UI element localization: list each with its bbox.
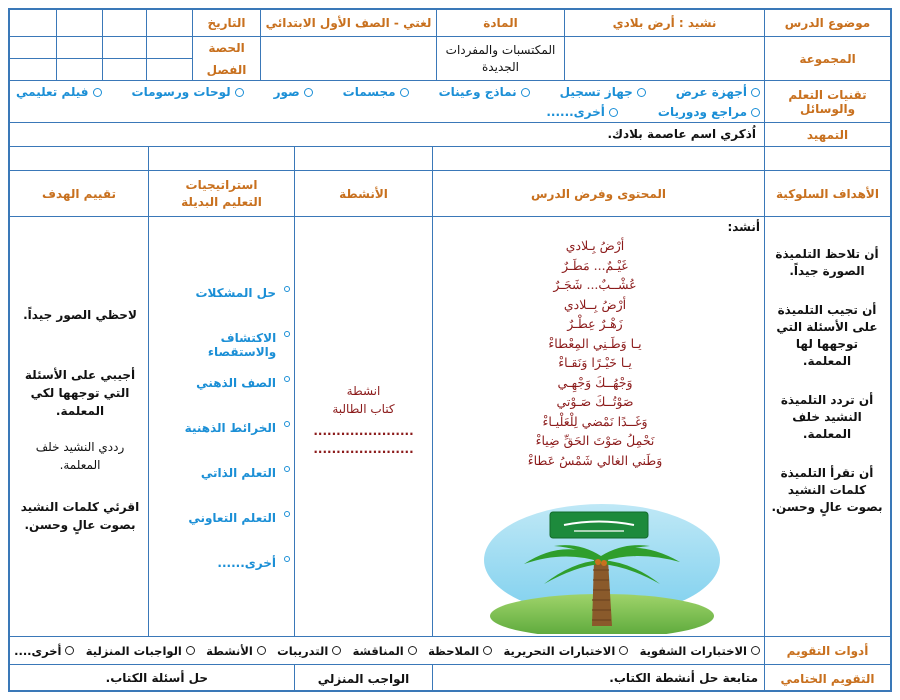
tool-oral-tests[interactable]: الاختبارات الشفوية [640, 644, 760, 658]
radio-icon [637, 88, 646, 97]
option-other[interactable]: أخرى...... [546, 103, 618, 121]
tool-homework[interactable]: الواجبات المنزلية [86, 644, 195, 658]
class-label: الفصل [206, 62, 247, 77]
radio-icon [284, 511, 290, 517]
poem-line: عُشْــبٌ... شَجَـرٌ [553, 277, 637, 292]
techniques-label: تقنيات التعلم والوسائل [788, 87, 867, 116]
objective-item: أن تجيب التلميذة على الأسئلة التي توجهها لها المعلمة. [776, 303, 878, 368]
radio-icon [284, 421, 290, 427]
poem-line: غَيْـمٌ... مَطَـرٌ [562, 257, 628, 273]
assessment-item: لاحظي الصور جيداً. [23, 308, 137, 322]
tools-options [14, 637, 760, 664]
assessment-item: رددي النشيد خلف المعلمة. [35, 440, 125, 472]
poem-line: وَجْهُــكَ وَجْهِـي [557, 374, 633, 390]
tools-label: أدوات التقويم [786, 643, 869, 658]
activities-dots-2: ...................... [313, 442, 414, 456]
radio-icon [93, 88, 102, 97]
radio-icon [284, 466, 290, 472]
poem-line: وَغَــدًا نَمْضي لِلْعَلْيـاءْ [542, 413, 648, 429]
vocab-label: المكتسبات والمفردات الجديدة [445, 42, 556, 74]
strategy-item[interactable]: الخرائط الذهنية [155, 421, 290, 466]
activities-block [295, 382, 432, 456]
option-film[interactable]: فيلم تعليمي [16, 83, 102, 101]
tool-observation[interactable]: الملاحظة [428, 644, 492, 658]
radio-icon [751, 88, 760, 97]
homework-value: حل أسئلة الكتاب. [105, 671, 208, 685]
poem-line: يـا خَيْـرًا وَنَقـاءْ [558, 355, 632, 370]
strategies-list [155, 286, 290, 576]
poem-line: صَوْتُــكَ صَـوْتي [556, 394, 634, 409]
poem-line: أرْضُ بِــلادي [563, 296, 627, 312]
col-strategies: استراتيجيات التعليم البديلة [181, 177, 262, 209]
radio-icon [284, 331, 290, 337]
topic-value: نشيد : أرض بلادي [612, 16, 717, 30]
activities-dots-1: ...................... [313, 424, 414, 438]
activities-title-2: كتاب الطالبة [332, 402, 395, 416]
radio-icon [400, 88, 409, 97]
radio-icon [751, 646, 760, 655]
radio-icon [257, 646, 266, 655]
objective-item: أن تقرأ التلميذة كلمات النشيد بصوت عالٍ وحسن. [771, 466, 883, 514]
radio-icon [65, 646, 74, 655]
date-label: التاريخ [207, 16, 246, 30]
period-label: الحصة [208, 40, 245, 55]
strategy-item[interactable]: الاكتشاف والاستقصاء [155, 331, 290, 376]
content-intro-word: أنشد: [727, 220, 760, 234]
tool-written-tests[interactable]: الاختبارات التحريرية [504, 644, 629, 658]
option-models[interactable]: نماذج وعينات [439, 83, 530, 101]
homework-label: الواجب المنزلي [317, 671, 410, 686]
col-objectives: الأهداف السلوكية [776, 186, 879, 201]
radio-icon [609, 108, 618, 117]
assessment-item: اقرئي كلمات النشيد بصوت عالٍ وحسن. [20, 500, 140, 532]
intro-text: اُذكري اسم عاصمة بلادك. [607, 127, 756, 141]
radio-icon [284, 556, 290, 562]
techniques-options-row2 [440, 103, 760, 121]
subject-label: المادة [483, 16, 518, 30]
col-content: المحتوى وفرض الدرس [530, 186, 667, 201]
tool-discussion[interactable]: المناقشة [353, 644, 417, 658]
option-recorder[interactable]: جهاز تسجيل [560, 83, 646, 101]
radio-icon [483, 646, 492, 655]
intro-label: التمهيد [806, 127, 849, 142]
tool-exercises[interactable]: التدريبات [277, 644, 341, 658]
activities-title-1: انشطة [346, 384, 381, 398]
poem-line: نَحْمِلُ صَوْتَ الحَقِّ ضِياءْ [535, 433, 655, 448]
strategy-item[interactable]: الصف الذهني [155, 376, 290, 421]
objective-item: أن تردد التلميذة النشيد خلف المعلمة. [780, 393, 874, 441]
option-pictures[interactable]: صور [274, 83, 313, 101]
group-label: المجموعة [799, 51, 856, 66]
col-activities: الأنشطة [339, 186, 388, 201]
assessment-list [16, 306, 144, 534]
poem-line: زَهْـرٌ عِطْـرٌ [567, 316, 623, 331]
techniques-options-row1 [16, 83, 760, 101]
option-boards[interactable]: لوحات ورسومات [132, 83, 244, 101]
radio-icon [408, 646, 417, 655]
palm-tree-illustration [484, 498, 720, 634]
col-assessment: تقييم الهدف [42, 186, 116, 201]
assessment-item: أجيبي على الأسئلة التي توجهها لكي المعلمة. [24, 368, 136, 418]
option-3d-models[interactable]: مجسمات [343, 83, 409, 101]
radio-icon [284, 286, 290, 292]
poem-line: أرْضُ بِـلادي [565, 238, 625, 253]
final-value: متابعة حل أنشطة الكتاب. [609, 671, 758, 685]
strategy-item[interactable]: أخرى...... [155, 556, 290, 576]
radio-icon [521, 88, 530, 97]
option-projectors[interactable]: أجهزة عرض [676, 83, 760, 101]
radio-icon [751, 108, 760, 117]
objective-item: أن تلاحظ التلميذة الصورة جيداً. [775, 247, 879, 278]
tool-activities[interactable]: الأنشطة [206, 644, 266, 658]
poem [510, 236, 680, 470]
strategy-item[interactable]: التعلم التعاوني [155, 511, 290, 556]
option-references[interactable]: مراجع ودوريات [658, 103, 760, 121]
final-label: التقويم الختامي [780, 671, 875, 686]
strategy-item[interactable]: التعلم الذاتي [155, 466, 290, 511]
radio-icon [304, 88, 313, 97]
radio-icon [186, 646, 195, 655]
radio-icon [619, 646, 628, 655]
objectives-list [770, 246, 884, 516]
lesson-plan-table [8, 8, 892, 692]
subject-value: لغتي - الصف الأول الابتدائي [265, 16, 432, 30]
radio-icon [332, 646, 341, 655]
radio-icon [284, 376, 290, 382]
topic-label: موضوع الدرس [784, 16, 871, 30]
radio-icon [235, 88, 244, 97]
strategy-item[interactable]: حل المشكلات [155, 286, 290, 331]
poem-line: وَطَني الغالي شَمْسُ عَطاءْ [527, 452, 663, 468]
poem-line: يـا وَطَـنِي المِعْطاءْ [548, 335, 642, 351]
tool-other[interactable]: أخرى.... [14, 644, 74, 658]
